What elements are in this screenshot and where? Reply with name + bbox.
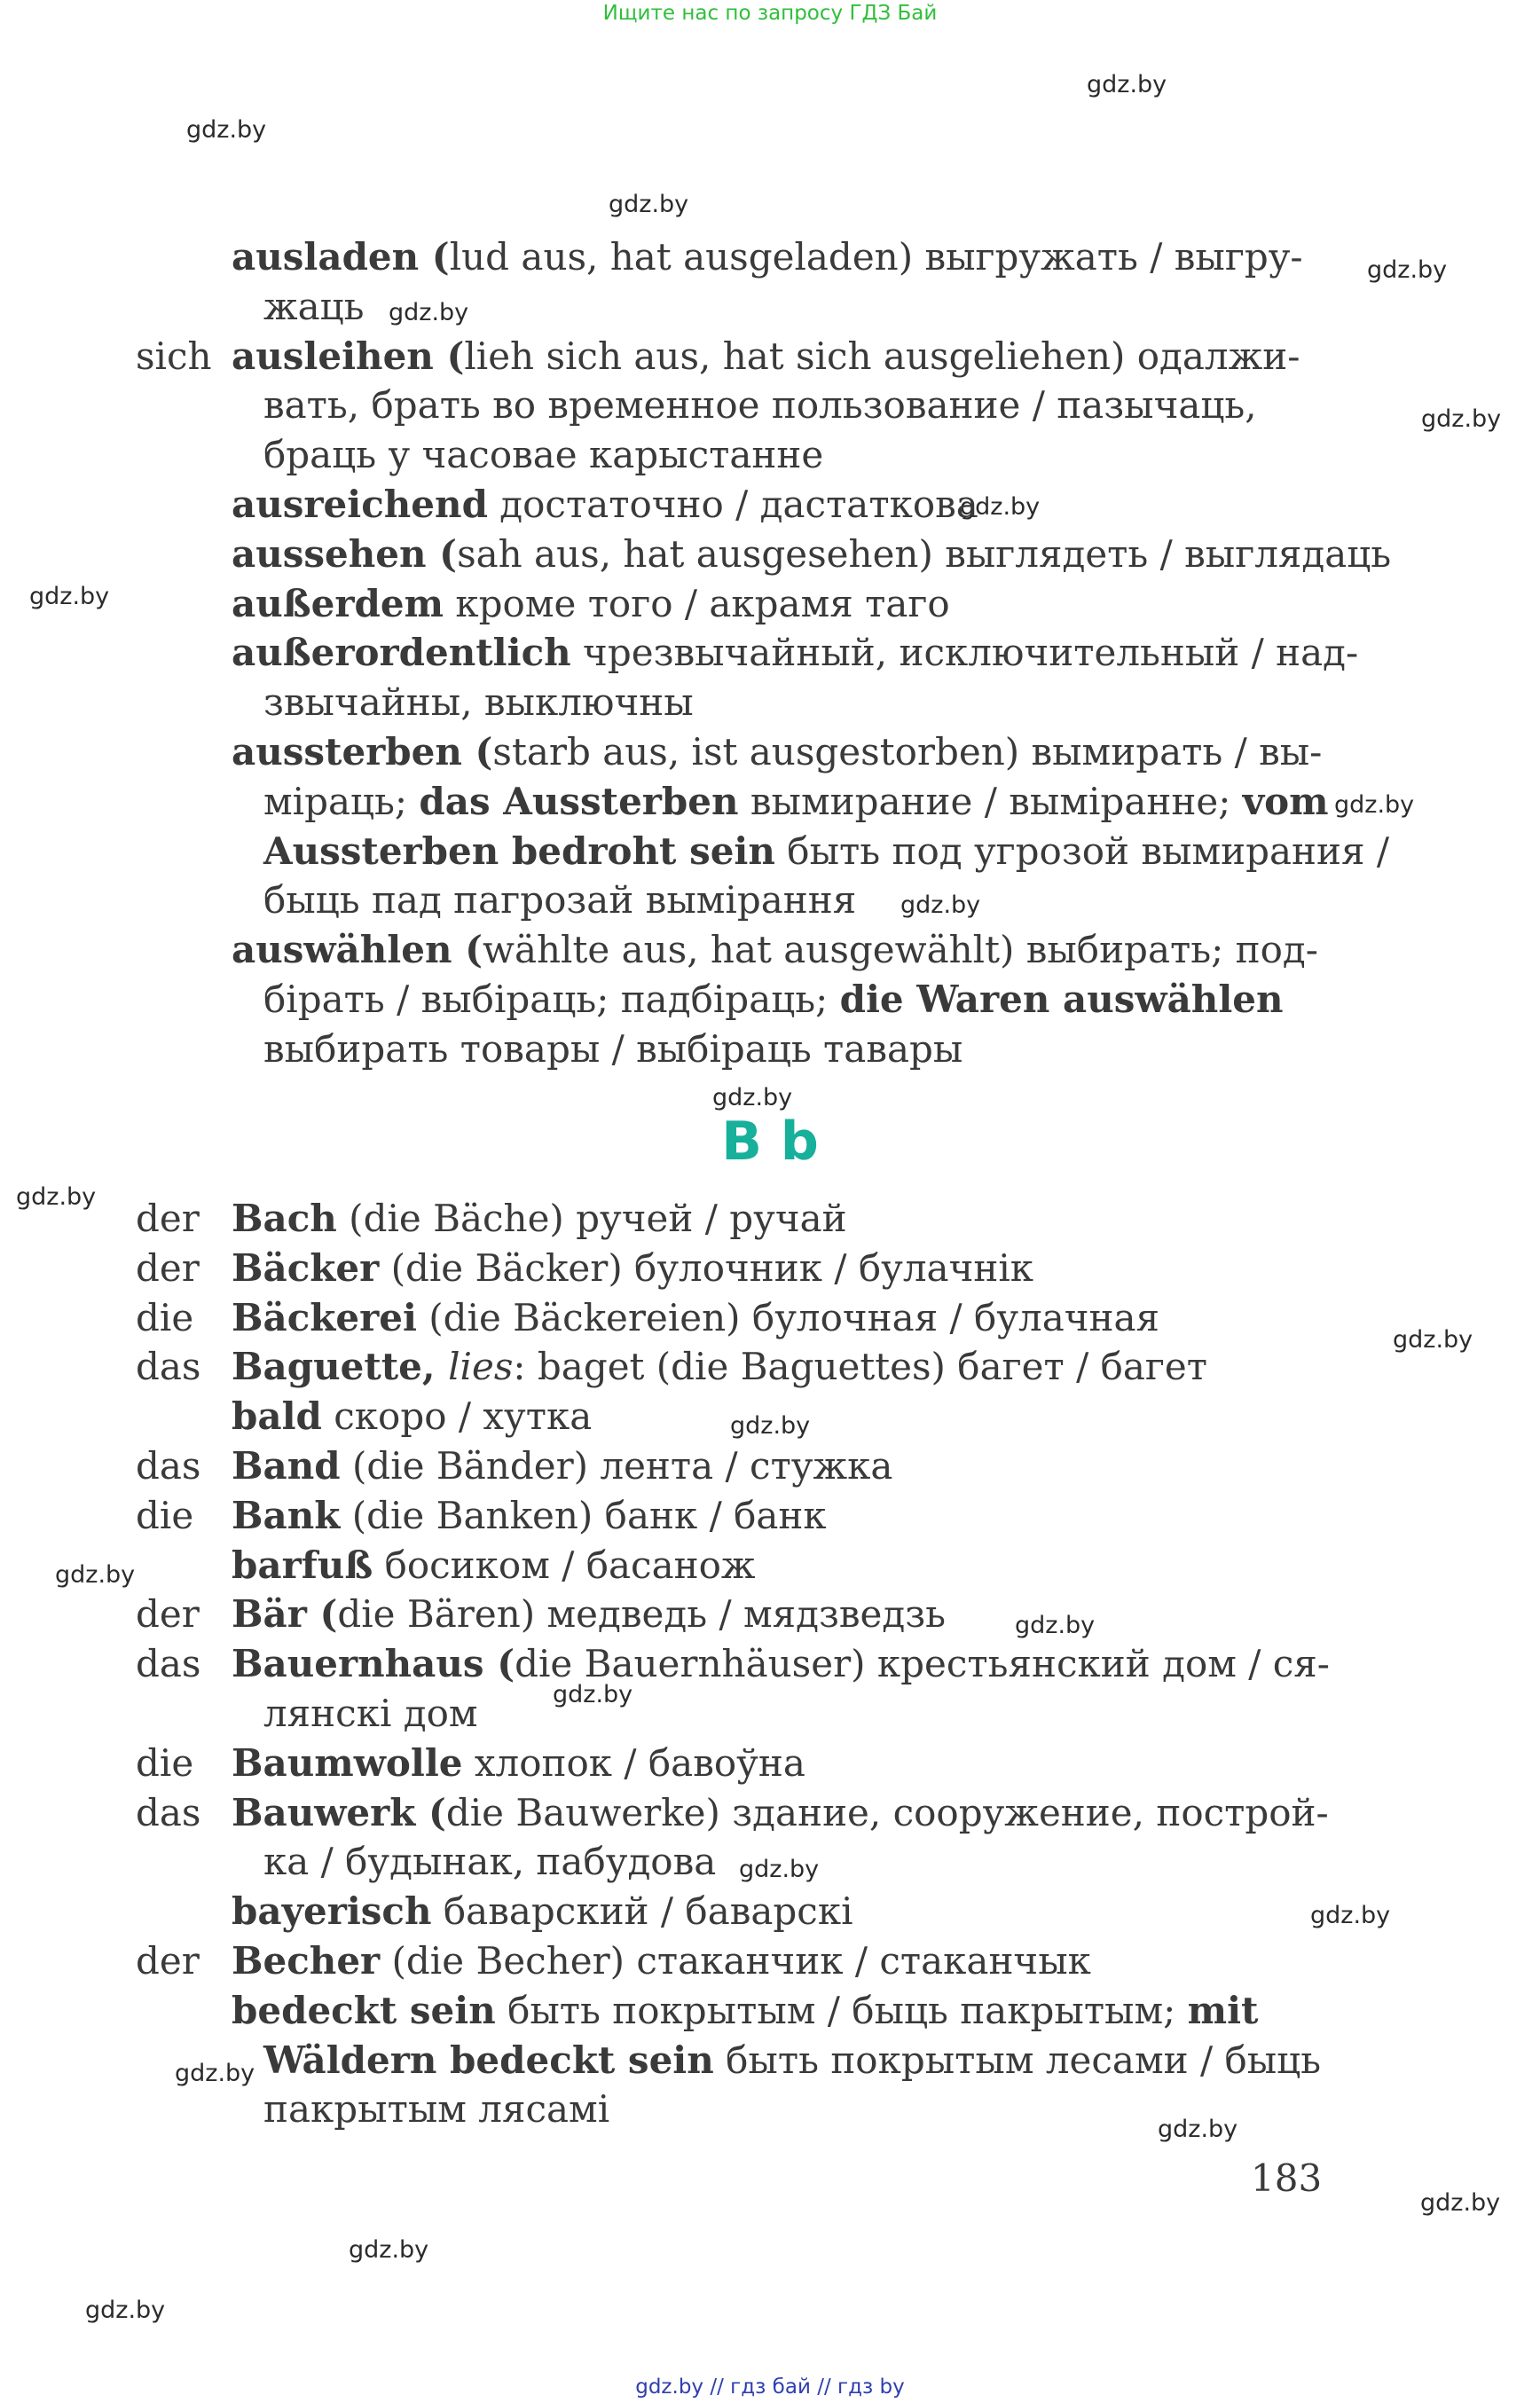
article: die (136, 1740, 194, 1785)
translation: die Bauwerke) здание, сооружение, построй- (445, 1790, 1329, 1834)
entry-text (263, 282, 365, 332)
entry-text (232, 1441, 892, 1491)
headword: die Waren auswählen (839, 978, 1284, 1021)
entry-text (263, 1837, 716, 1887)
headword: Becher (232, 1939, 381, 1983)
entry-text (232, 232, 1303, 282)
entry-text (263, 827, 1389, 876)
headword: aussehen ( (232, 531, 458, 576)
watermark: gdz.by (389, 299, 469, 326)
watermark: gdz.by (1393, 1326, 1473, 1354)
headword: Baumwolle (232, 1740, 463, 1785)
translation: вымирание / выміранне; (738, 779, 1243, 823)
translation: бірать / выбіраць; падбіраць; (263, 978, 840, 1021)
translation: жаць (263, 284, 365, 328)
entry-text (263, 975, 1284, 1025)
entry-text (263, 2085, 609, 2134)
article: das (136, 1345, 201, 1389)
entry-text (232, 1342, 1207, 1392)
headword: Bauwerk ( (232, 1790, 446, 1834)
headword: außerordentlich (232, 631, 571, 675)
article: der (136, 1245, 200, 1290)
entry-text (263, 876, 856, 925)
translation: быть покрытым / быць пакрытым; (495, 1988, 1188, 2032)
entry-text (263, 2036, 1321, 2085)
headword: mit (1187, 1988, 1259, 2032)
watermark: gdz.by (960, 493, 1041, 521)
entry-text (232, 1788, 1329, 1838)
watermark: gdz.by (16, 1183, 97, 1211)
translation: (die Bäckereien) булочная / булачная (416, 1295, 1160, 1339)
watermark: gdz.by (1420, 2189, 1501, 2217)
translation: быть под угрозой вымирания / (774, 828, 1390, 873)
headword: Bauernhaus ( (232, 1642, 515, 1686)
translation: быць пад пагрозай вымірання (263, 878, 857, 923)
headword: bald (232, 1394, 322, 1439)
article: sich (136, 334, 212, 378)
article: der (136, 1592, 200, 1637)
entry-text (232, 480, 978, 530)
entry-text (232, 1936, 1091, 1986)
headword: außerdem (232, 581, 444, 625)
headword: bayerisch (232, 1889, 432, 1934)
translation: lies (448, 1345, 514, 1389)
translation: die Bauernhäuser) крестьянский дом / ся- (515, 1642, 1330, 1686)
translation: чрезвычайный, исключительный / над- (570, 631, 1359, 675)
translation: die Bären) медведь / мядзведзь (337, 1592, 947, 1637)
translation: (die Bäcker) булочник / булачнік (379, 1245, 1034, 1290)
headword: Bach (232, 1197, 337, 1240)
translation: : baget (die Baguettes) багет / багет (513, 1345, 1207, 1389)
translation: выбирать товары / выбіраць тавары (263, 1026, 963, 1071)
watermark: gdz.by (29, 583, 110, 610)
translation: ка / будынак, пабудова (263, 1840, 717, 1884)
entry-text (263, 381, 1257, 430)
entry-text (232, 1491, 827, 1541)
headword: Bank (232, 1493, 341, 1537)
entry-text (263, 777, 1329, 827)
headword: Baguette, (232, 1345, 449, 1389)
watermark: gdz.by (609, 191, 689, 218)
entry-text (232, 1541, 756, 1590)
article: das (136, 1444, 201, 1488)
translation: босиком / басанож (373, 1543, 756, 1587)
headword: ausladen ( (232, 235, 450, 279)
translation: sah aus, hat ausgesehen) выглядеть / выглядаць (457, 531, 1392, 576)
entry-text (232, 1244, 1033, 1293)
translation: браць у часовае карыстанне (263, 433, 824, 477)
watermark: gdz.by (1158, 2116, 1238, 2143)
watermark: gdz.by (55, 1561, 136, 1589)
entry-text (232, 530, 1391, 579)
translation: (die Bänder) лента / стужка (340, 1444, 893, 1488)
watermark: gdz.by (1310, 1902, 1391, 1929)
entry-text (232, 1739, 805, 1788)
entry-text (263, 430, 823, 480)
watermark: gdz.by (730, 1412, 811, 1440)
page-number: 183 (1251, 2156, 1323, 2200)
translation: міраць; (263, 779, 420, 823)
headword: Band (232, 1444, 341, 1488)
article: das (136, 1790, 201, 1834)
entry-text (232, 1986, 1258, 2036)
headword: Bär ( (232, 1592, 338, 1637)
entry-text (232, 579, 950, 629)
entry-text (232, 925, 1318, 975)
article: die (136, 1493, 194, 1537)
entry-text (232, 1194, 847, 1244)
entry-text (232, 332, 1300, 381)
translation: (die Becher) стаканчик / стаканчык (380, 1939, 1091, 1983)
translation: баварский / баварскі (431, 1889, 853, 1934)
translation: лянскі дом (263, 1692, 478, 1735)
article: der (136, 1197, 200, 1240)
translation: wählte aus, hat ausgewählt) выбирать; под- (483, 928, 1318, 972)
watermark: gdz.by (1421, 405, 1502, 433)
top-note: Ищите нас по запросу ГДЗ Бай (602, 2, 938, 25)
headword: aussterben ( (232, 730, 493, 774)
translation: вать, брать во временное пользование / пазычаць, (263, 383, 1257, 428)
translation: звычайны, выключны (263, 680, 694, 725)
translation: быть покрытым лесами / быць (713, 2038, 1322, 2082)
watermark: gdz.by (1334, 791, 1415, 819)
headword: ausleihen ( (232, 334, 465, 378)
watermark: gdz.by (1087, 71, 1167, 98)
headword: das Aussterben (419, 779, 739, 823)
translation: (die Banken) банк / банк (340, 1493, 827, 1537)
entry-text (232, 1392, 592, 1441)
headword: bedeckt sein (232, 1988, 496, 2032)
watermark: gdz.by (739, 1856, 820, 1883)
entry-text (263, 1689, 478, 1739)
translation: достаточно / дастаткова (487, 483, 978, 526)
watermark: gdz.by (175, 2060, 255, 2087)
watermark: gdz.by (1015, 1612, 1096, 1639)
entry-text (232, 727, 1322, 777)
entry-text (232, 1639, 1330, 1689)
headword: barfuß (232, 1543, 373, 1587)
headword: auswählen ( (232, 928, 483, 972)
watermark: gdz.by (349, 2236, 429, 2264)
translation: lud aus, hat ausgeladen) выгружать / выгру- (449, 235, 1303, 279)
watermark: gdz.by (900, 891, 981, 919)
entry-text (232, 628, 1358, 678)
translation: lieh sich aus, hat sich ausgeliehen) одалжи- (464, 334, 1300, 378)
translation: хлопок / бавоўна (462, 1740, 805, 1785)
translation: (die Bäche) ручей / ручай (336, 1197, 847, 1240)
translation: кроме того / акрамя таго (444, 581, 950, 625)
headword: Wäldern bedeckt sein (263, 2038, 714, 2082)
entry-text (232, 1887, 853, 1936)
footer: gdz.by // гдз бай // гдз by (635, 2376, 905, 2399)
article: das (136, 1642, 201, 1686)
article: die (136, 1295, 194, 1339)
watermark: gdz.by (712, 1084, 793, 1111)
headword: Aussterben bedroht sein (263, 828, 775, 873)
watermark: gdz.by (85, 2297, 166, 2324)
headword: vom (1242, 779, 1329, 823)
watermark: gdz.by (553, 1681, 633, 1708)
entry-text (263, 678, 694, 727)
section-heading: B b (721, 1111, 819, 1173)
watermark: gdz.by (1367, 256, 1448, 284)
entry-text (232, 1590, 946, 1639)
watermark: gdz.by (186, 116, 267, 144)
headword: ausreichend (232, 483, 488, 526)
translation: скоро / хутка (321, 1394, 593, 1439)
translation: starb aus, ist ausgestorben) вымирать / вы- (492, 730, 1323, 774)
entry-text (232, 1293, 1159, 1343)
article: der (136, 1939, 200, 1983)
headword: Bäckerei (232, 1295, 417, 1339)
translation: пакрытым лясамі (263, 2087, 610, 2132)
headword: Bäcker (232, 1245, 380, 1290)
entry-text (263, 1025, 962, 1074)
